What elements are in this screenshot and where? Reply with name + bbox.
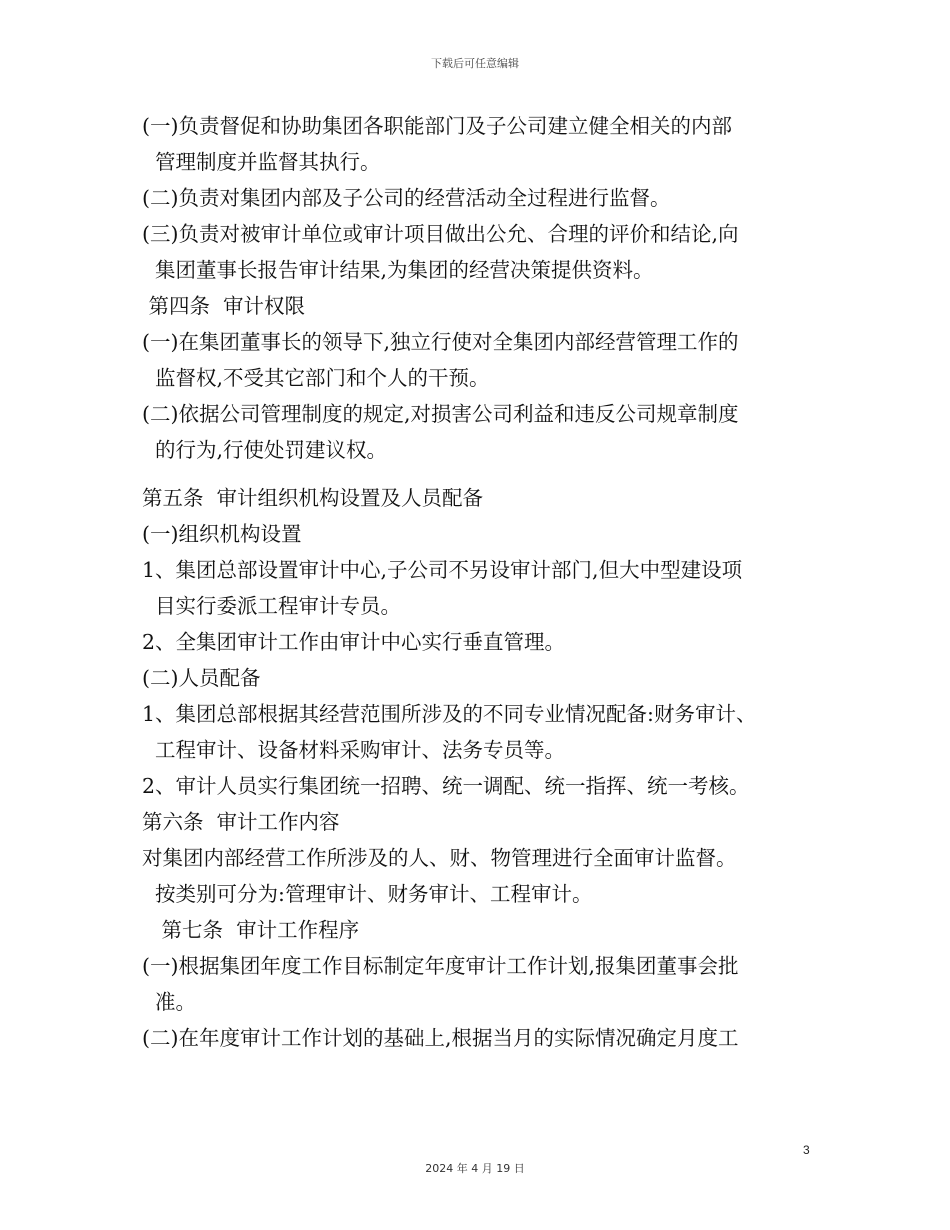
page-number: 3 — [803, 1143, 810, 1157]
text-line: 工程审计、设备材料采购审计、法务专员等。 — [142, 738, 566, 762]
page-header: 下载后可任意编辑 — [431, 57, 519, 70]
text-line: 2、全集团审计工作由审计中心实行垂直管理。 — [142, 630, 566, 654]
text-line: (一)在集团董事长的领导下,独立行使对全集团内部经营管理工作的 — [142, 330, 739, 354]
text-line: 集团董事长报告审计结果,为集团的经营决策提供资料。 — [142, 258, 654, 282]
text-line: (一)组织机构设置 — [142, 522, 302, 546]
text-line: 目实行委派工程审计专员。 — [142, 594, 402, 618]
text-line: 准。 — [142, 990, 197, 1014]
text-line: 1、集团总部根据其经营范围所涉及的不同专业情况配备:财务审计、 — [142, 702, 757, 726]
text-line: (一)负责督促和协助集团各职能部门及子公司建立健全相关的内部 — [142, 114, 732, 138]
text-line: 对集团内部经营工作所涉及的人、财、物管理进行全面审计监督。 — [142, 846, 737, 870]
paragraph-gap — [142, 468, 822, 480]
text-line: 按类别可分为:管理审计、财务审计、工程审计。 — [142, 882, 593, 906]
section-heading: 第七条 审计工作程序 — [142, 918, 360, 942]
text-line: (二)在年度审计工作计划的基础上,根据当月的实际情况确定月度工 — [142, 1026, 739, 1050]
section-heading: 第四条 审计权限 — [142, 294, 306, 318]
text-line: (一)根据集团年度工作目标制定年度审计工作计划,报集团董事会批 — [142, 954, 739, 978]
text-line: (三)负责对被审计单位或审计项目做出公允、合理的评价和结论,向 — [142, 222, 739, 246]
section-heading: 第六条 审计工作内容 — [142, 810, 340, 834]
text-line: (二)人员配备 — [142, 666, 261, 690]
footer-date: 2024 年 4 月 19 日 — [425, 1162, 525, 1175]
text-line: (二)依据公司管理制度的规定,对损害公司利益和违反公司规章制度 — [142, 402, 739, 426]
text-line: 的行为,行使处罚建议权。 — [142, 438, 388, 462]
document-body — [142, 108, 822, 1056]
text-line: 2、审计人员实行集团统一招聘、统一调配、统一指挥、统一考核。 — [142, 774, 750, 798]
text-line: 管理制度并监督其执行。 — [142, 150, 381, 174]
text-line: 1、集团总部设置审计中心,子公司不另设审计部门,但大中型建设项 — [142, 558, 743, 582]
section-heading: 第五条 审计组织机构设置及人员配备 — [142, 486, 484, 510]
text-line: (二)负责对集团内部及子公司的经营活动全过程进行监督。 — [142, 186, 671, 210]
text-line: 监督权,不受其它部门和个人的干预。 — [142, 366, 490, 390]
